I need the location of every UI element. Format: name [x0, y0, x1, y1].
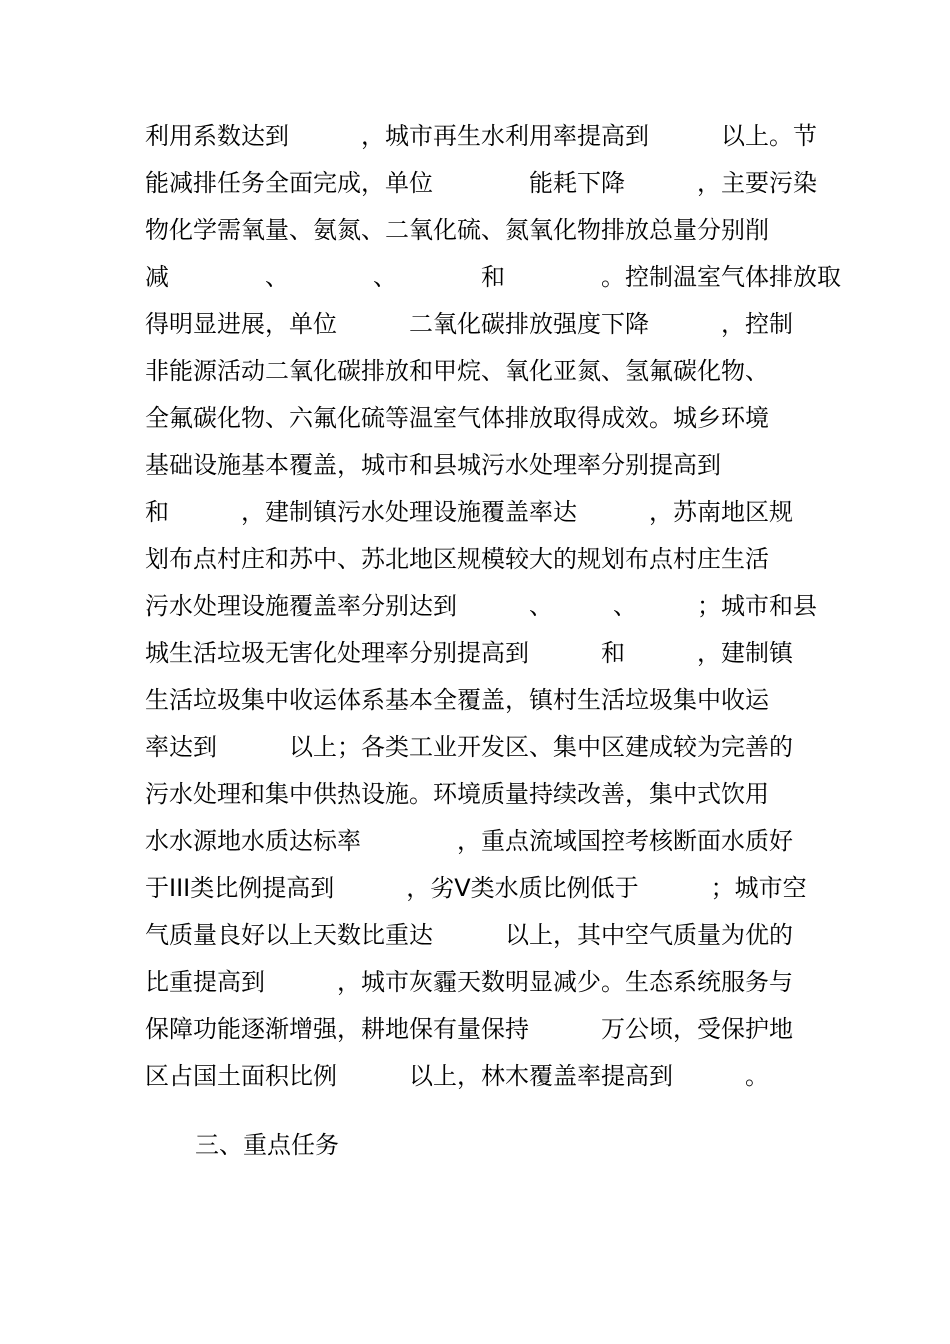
body-text-line: 区占国土面积比例 以上，林木覆盖率提高到 。	[145, 1062, 769, 1090]
body-text-line: 城生活垃圾无害化处理率分别提高到 和 ，建制镇	[145, 639, 793, 667]
body-text-line: 得明显进展，单位 二氧化碳排放强度下降 ，控制	[145, 310, 793, 338]
body-text-line: 全氟碳化物、六氟化硫等温室气体排放取得成效。城乡环境	[145, 404, 769, 432]
body-text-line: 减 、 、 和 。控制温室气体排放取	[145, 263, 841, 291]
body-text-line: 基础设施基本覆盖，城市和县城污水处理率分别提高到	[145, 451, 721, 479]
body-text-line: 能减排任务全面完成，单位 能耗下降 ，主要污染	[145, 169, 817, 197]
body-text-line: 气质量良好以上天数比重达 以上，其中空气质量为优的	[145, 921, 793, 949]
body-text-line: 非能源活动二氧化碳排放和甲烷、氧化亚氮、氢氟碳化物、	[145, 357, 769, 385]
body-text-line: 污水处理和集中供热设施。环境质量持续改善，集中式饮用	[145, 780, 769, 808]
body-text-line: 比重提高到 ，城市灰霾天数明显减少。生态系统服务与	[145, 968, 793, 996]
body-text-line: 和 ，建制镇污水处理设施覆盖率达 ，苏南地区规	[145, 498, 793, 526]
body-text-line: 污水处理设施覆盖率分别达到 、 、 ；城市和县	[145, 592, 817, 620]
body-text-line: 保障功能逐渐增强，耕地保有量保持 万公顷，受保护地	[145, 1015, 793, 1043]
body-text-line: 物化学需氧量、氨氮、二氧化硫、氮氧化物排放总量分别削	[145, 216, 769, 244]
body-text-line: 率达到 以上；各类工业开发区、集中区建成较为完善的	[145, 733, 793, 761]
body-text-line: 生活垃圾集中收运体系基本全覆盖，镇村生活垃圾集中收运	[145, 686, 769, 714]
section-heading: 三、重点任务	[195, 1131, 339, 1159]
body-text-line: 利用系数达到 ，城市再生水利用率提高到 以上。节	[145, 122, 817, 150]
body-text-line: 于III类比例提高到 ，劣V类水质比例低于 ；城市空	[145, 874, 807, 902]
body-text-line: 划布点村庄和苏中、苏北地区规模较大的规划布点村庄生活	[145, 545, 769, 573]
body-text-line: 水水源地水质达标率 ，重点流域国控考核断面水质好	[145, 827, 793, 855]
